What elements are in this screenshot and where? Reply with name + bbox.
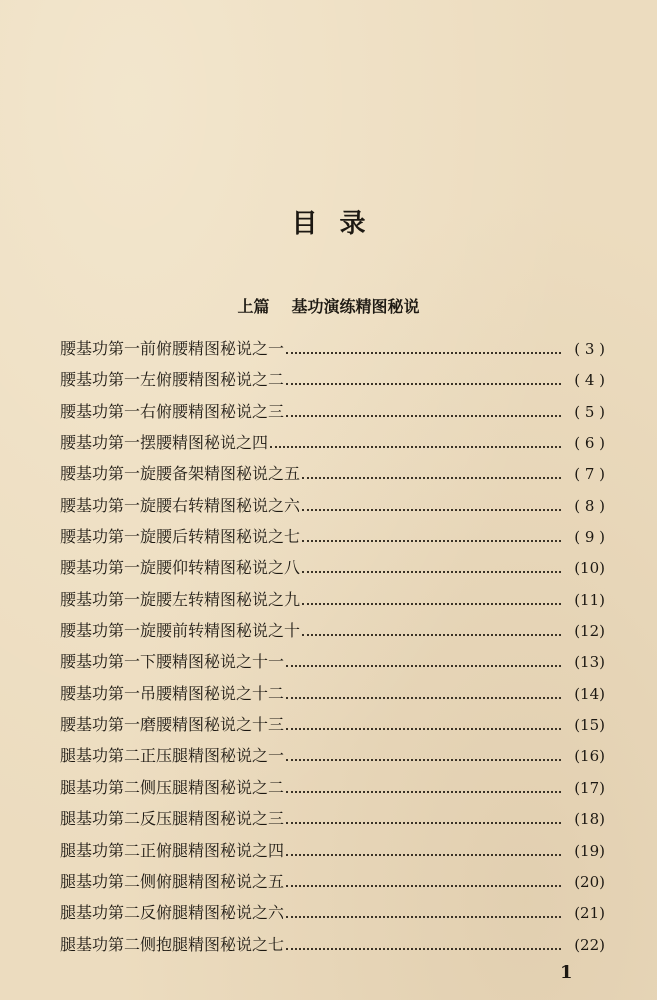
toc-entry[interactable] [60,399,605,430]
toc-entry-title: 腿基功第二侧抱腿精图秘说之七 [60,934,285,954]
dot-leader [302,634,561,636]
dot-leader [270,446,561,448]
page-number: 1 [560,962,573,983]
dot-leader [302,603,561,605]
toc-entry-page: (11) [574,590,605,609]
dot-leader [286,854,561,856]
dot-leader [286,791,561,793]
toc-entry[interactable] [60,524,605,555]
dot-leader [286,759,561,761]
toc-entry-page: ( 5 ) [574,402,605,421]
dot-leader [302,509,561,511]
toc-entry-page: (12) [574,622,605,641]
toc-entry[interactable] [60,900,605,931]
toc-entry-page: (19) [574,841,605,860]
toc-entry[interactable] [60,712,605,743]
dot-leader [286,948,561,950]
toc-entry-title: 腰基功第一旋腰左转精图秘说之九 [60,589,301,609]
toc-entry-page: (14) [574,684,605,703]
dot-leader [302,540,561,542]
dot-leader [286,697,561,699]
toc-entry[interactable] [60,743,605,774]
dot-leader [286,822,561,824]
toc-entry-title: 腰基功第一摆腰精图秘说之四 [60,433,269,453]
toc-entry-title: 腰基功第一右俯腰精图秘说之三 [60,401,285,421]
toc-entry[interactable] [60,430,605,461]
toc-entry-title: 腰基功第一旋腰右转精图秘说之六 [60,495,301,515]
toc-entry-title: 腰基功第一旋腰备架精图秘说之五 [60,464,301,484]
toc-entry[interactable] [60,806,605,837]
toc-entry-page: ( 4 ) [574,371,605,390]
toc-entry[interactable] [60,869,605,900]
toc-entry[interactable] [60,587,605,618]
toc-entry[interactable] [60,681,605,712]
toc-entry-title: 腿基功第二正俯腿精图秘说之四 [60,840,285,860]
dot-leader [286,352,561,354]
toc-entry-page: (16) [574,747,605,766]
toc-entry[interactable] [60,336,605,367]
table-of-contents [60,336,605,963]
section-part-label: 上篇 [237,297,270,316]
page-title: 目录 [291,209,388,239]
toc-entry-page: (10) [574,559,605,578]
toc-entry-page: ( 3 ) [574,340,605,358]
toc-entry-title: 腰基功第一前俯腰精图秘说之一 [60,339,285,358]
toc-entry-page: (22) [574,935,605,954]
toc-entry[interactable] [60,649,605,680]
toc-entry-title: 腰基功第一旋腰前转精图秘说之十 [60,621,301,641]
toc-entry-title: 腰基功第一下腰精图秘说之十一 [60,652,285,672]
toc-entry-title: 腿基功第二反压腿精图秘说之三 [60,809,285,829]
toc-entry-title: 腰基功第一吊腰精图秘说之十二 [60,683,285,703]
toc-entry-title: 腿基功第二侧压腿精图秘说之二 [60,777,285,797]
toc-entry-page: (13) [574,653,605,672]
toc-entry-page: (18) [574,810,605,829]
toc-entry[interactable] [60,932,605,963]
dot-leader [286,415,561,417]
toc-entry[interactable] [60,367,605,398]
toc-entry-page: ( 7 ) [574,465,605,484]
toc-entry-page: ( 9 ) [574,528,605,547]
toc-entry-title: 腿基功第二侧俯腿精图秘说之五 [60,871,285,891]
dot-leader [286,665,561,667]
dot-leader [286,383,561,385]
dot-leader [286,916,561,918]
toc-entry-page: ( 8 ) [574,496,605,515]
toc-entry[interactable] [60,461,605,492]
dot-leader [302,571,561,573]
toc-entry[interactable] [60,493,605,524]
dot-leader [286,728,561,730]
toc-entry-page: (20) [574,872,605,891]
toc-entry-page: (15) [574,716,605,735]
toc-entry[interactable] [60,618,605,649]
toc-entry-page: (21) [574,904,605,923]
dot-leader [286,885,561,887]
toc-entry-page: (17) [574,778,605,797]
toc-entry[interactable] [60,838,605,869]
toc-entry-title: 腰基功第一磨腰精图秘说之十三 [60,715,285,735]
section-heading [0,294,657,317]
dot-leader [302,477,561,479]
toc-entry-title: 腰基功第一旋腰后转精图秘说之七 [60,527,301,547]
toc-entry-page: ( 6 ) [574,434,605,453]
toc-entry-title: 腰基功第一旋腰仰转精图秘说之八 [60,558,301,578]
section-name: 基功演练精图秘说 [291,297,420,316]
toc-entry[interactable] [60,555,605,586]
toc-entry-title: 腿基功第二正压腿精图秘说之一 [60,746,285,766]
toc-entry-title: 腿基功第二反俯腿精图秘说之六 [60,903,285,923]
toc-entry-title: 腰基功第一左俯腰精图秘说之二 [60,370,285,390]
toc-entry[interactable] [60,775,605,806]
